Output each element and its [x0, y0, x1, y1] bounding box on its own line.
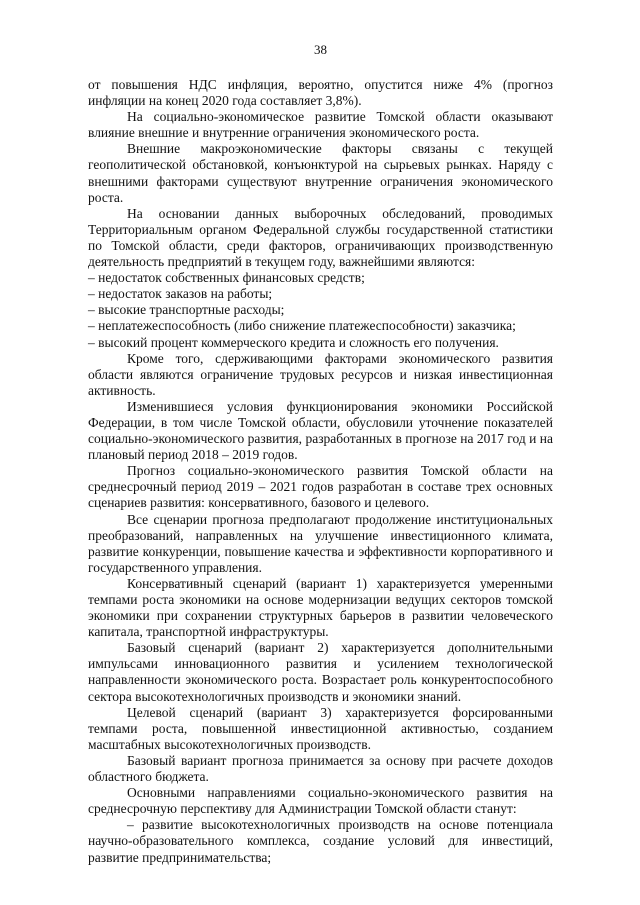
paragraph-continuation: от повышения НДС инфляция, вероятно, опустится ниже 4% (прогноз инфляции на конец 2020 года составляет 3,8%). [88, 77, 553, 109]
paragraph: На основании данных выборочных обследований, проводимых Территориальным органом Федеральной службы государственной статистики по Томской области, среди факторов, ограничивающих производственную деятельность предприятий в текущем году, важнейшими являются: [88, 205, 553, 270]
list-item: – высокие транспортные расходы; [88, 302, 285, 318]
paragraph: Базовый сценарий (вариант 2) характеризуется дополнительными импульсами инновационного развития и усилением технологической направленности экономического роста. Возрастает роль конкурентоспособного сектора высокотехнологичных производств и экономики знаний. [88, 640, 553, 704]
list-item: – недостаток заказов на работы; [88, 286, 273, 302]
paragraph: Базовый вариант прогноза принимается за основу при расчете доходов областного бюджета. [88, 752, 553, 785]
document-body [88, 77, 553, 866]
paragraph: Кроме того, сдерживающими факторами экономического развития области являются ограничение трудовых ресурсов и низкая инвестиционная активность. [88, 350, 553, 398]
list-item: – недостаток собственных финансовых средств; [88, 270, 365, 286]
paragraph: Внешние макроэкономические факторы связаны с текущей геополитической обстановкой, конъюнктурой на сырьевых рынках. Наряду с внешними факторами существуют внутренние ограничения экономического роста. [88, 141, 553, 205]
page-number: 38 [314, 42, 327, 57]
list-item: – развитие высокотехнологичных производств на основе потенциала научно-образовательного комплекса, создание условий для инвестиций, развитие предпринимательства; [88, 817, 553, 865]
paragraph: Целевой сценарий (вариант 3) характеризуется форсированными темпами роста, повышенной инвестиционной активностью, созданием масштабных высокотехнологичных производств. [88, 704, 553, 752]
paragraph: На социально-экономическое развитие Томской области оказывают влияние внешние и внутренние ограничения экономического роста. [88, 109, 553, 141]
list-item: – неплатежеспособность (либо снижение платежеспособности) заказчика; [88, 318, 516, 334]
paragraph: Прогноз социально-экономического развития Томской области на среднесрочный период 2019 – 2021 годов разработан в составе трех основных сценариев развития: консервативного, базового и целевого. [88, 463, 553, 511]
paragraph: Все сценарии прогноза предполагают продолжение институциональных преобразований, направленных на улучшение инвестиционного климата, развитие конкуренции, повышение качества и эффективности корпоративного и государственного управления. [88, 511, 553, 575]
paragraph: Основными направлениями социально-экономического развития на среднесрочную перспективу для Администрации Томской области станут: [88, 785, 553, 817]
list-item: – высокий процент коммерческого кредита и сложность его получения. [88, 334, 499, 350]
paragraph: Консервативный сценарий (вариант 1) характеризуется умеренными темпами роста экономики на основе модернизации ведущих секторов томской экономики при сохранении структурных барьеров в развитии человеческого капитала, транспортной инфраструктуры. [88, 575, 553, 640]
paragraph: Изменившиеся условия функционирования экономики Российской Федерации, в том числе Томской области, обусловили уточнение показателей социально-экономического развития, разработанных в прогнозе на 2017 год и на плановый период 2018 – 2019 годов. [88, 398, 553, 463]
